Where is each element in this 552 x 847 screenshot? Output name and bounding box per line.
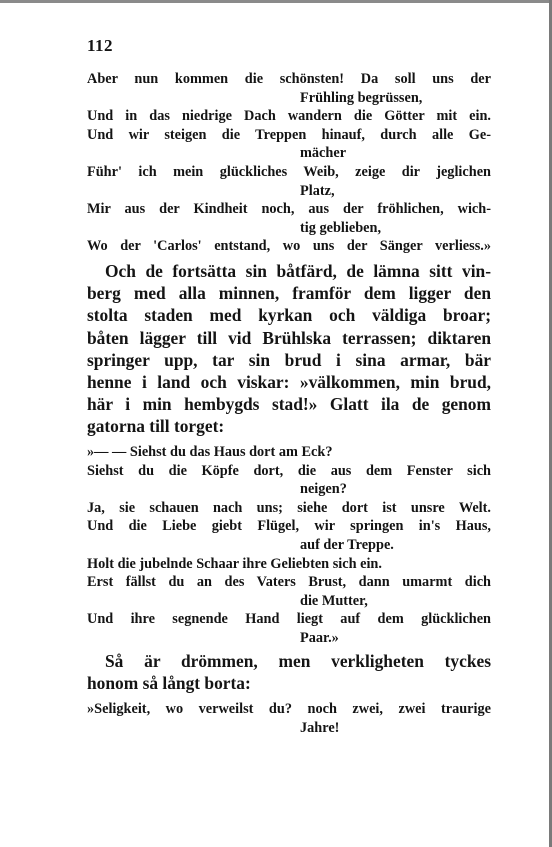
prose-line: här i min hembygds stad!» Glatt ila de genom [87,394,491,415]
prose-line: Så är drömmen, men verkligheten tyckes [105,651,491,671]
poem-line: Und in das niedrige Dach wandern die Götter mit ein. [87,108,491,125]
poem-line: auf der Treppe. [300,536,394,553]
poem-line: Und ihre segnende Hand liegt auf dem glücklichen [87,611,491,628]
poem-line: die Mutter, [300,592,368,609]
poem-line: mächer [300,145,347,162]
poem-line: Mir aus der Kindheit noch, aus der fröhlichen, wich- [87,201,491,218]
poem-line: Erst fällst du an des Vaters Brust, dann umarmt dich [87,574,491,591]
prose-line: gatorna till torget: [87,416,225,437]
poem-line: »Seligkeit, wo verweilst du? noch zwei, zwei traurige [87,701,491,717]
poem-line: Jahre! [300,719,340,736]
poem-line: Frühling begrüssen, [300,89,423,106]
poem-quote-1 [87,70,491,256]
prose-line: henne i land och viskar: »välkommen, min brud, [87,372,491,393]
poem-line: »— — Siehst du das Haus dort am Eck? [87,444,333,460]
poem-line: Siehst du die Köpfe dort, die aus dem Fenster sich [87,462,491,479]
poem-line: tig geblieben, [300,219,382,236]
prose-line: berg med alla minnen, framför dem ligger den [87,283,491,304]
prose-line: honom så långt borta: [87,673,251,694]
prose-line: stolta staden med kyrkan och väldiga broar; [87,305,491,326]
poem-line: Aber nun kommen die schönsten! Da soll uns der [87,71,491,87]
poem-line: Ja, sie schauen nach uns; siehe dort ist unsre Welt. [87,499,491,516]
poem-line: Platz, [300,182,335,199]
poem-line: Und die Liebe giebt Flügel, wir springen in's Haus, [87,518,491,535]
poem-line: Und wir steigen die Treppen hinauf, durch alle Ge- [87,126,491,143]
poem-line: Paar.» [300,629,339,646]
poem-line: Holt die jubelnde Schaar ihre Geliebten sich ein. [87,555,382,572]
prose-paragraph-2 [87,650,491,694]
poem-quote-2 [87,443,491,648]
poem-line: Führ' ich mein glückliches Weib, zeige dir jeglichen [87,163,491,180]
prose-line: båten lägger till vid Brühlska terrassen; diktaren [87,327,491,348]
page-number: 112 [87,36,114,55]
scan-edge-top [0,0,552,3]
prose-line: springer upp, tar sin brud i sina armar, bär [87,349,491,370]
poem-line: neigen? [300,481,347,498]
prose-paragraph-1 [87,260,491,438]
prose-line: Och de fortsätta sin båtfärd, de lämna sitt vin- [105,261,491,281]
poem-line: Wo der 'Carlos' entstand, wo uns der Sänger verliess.» [87,238,491,255]
poem-quote-3 [87,700,491,737]
